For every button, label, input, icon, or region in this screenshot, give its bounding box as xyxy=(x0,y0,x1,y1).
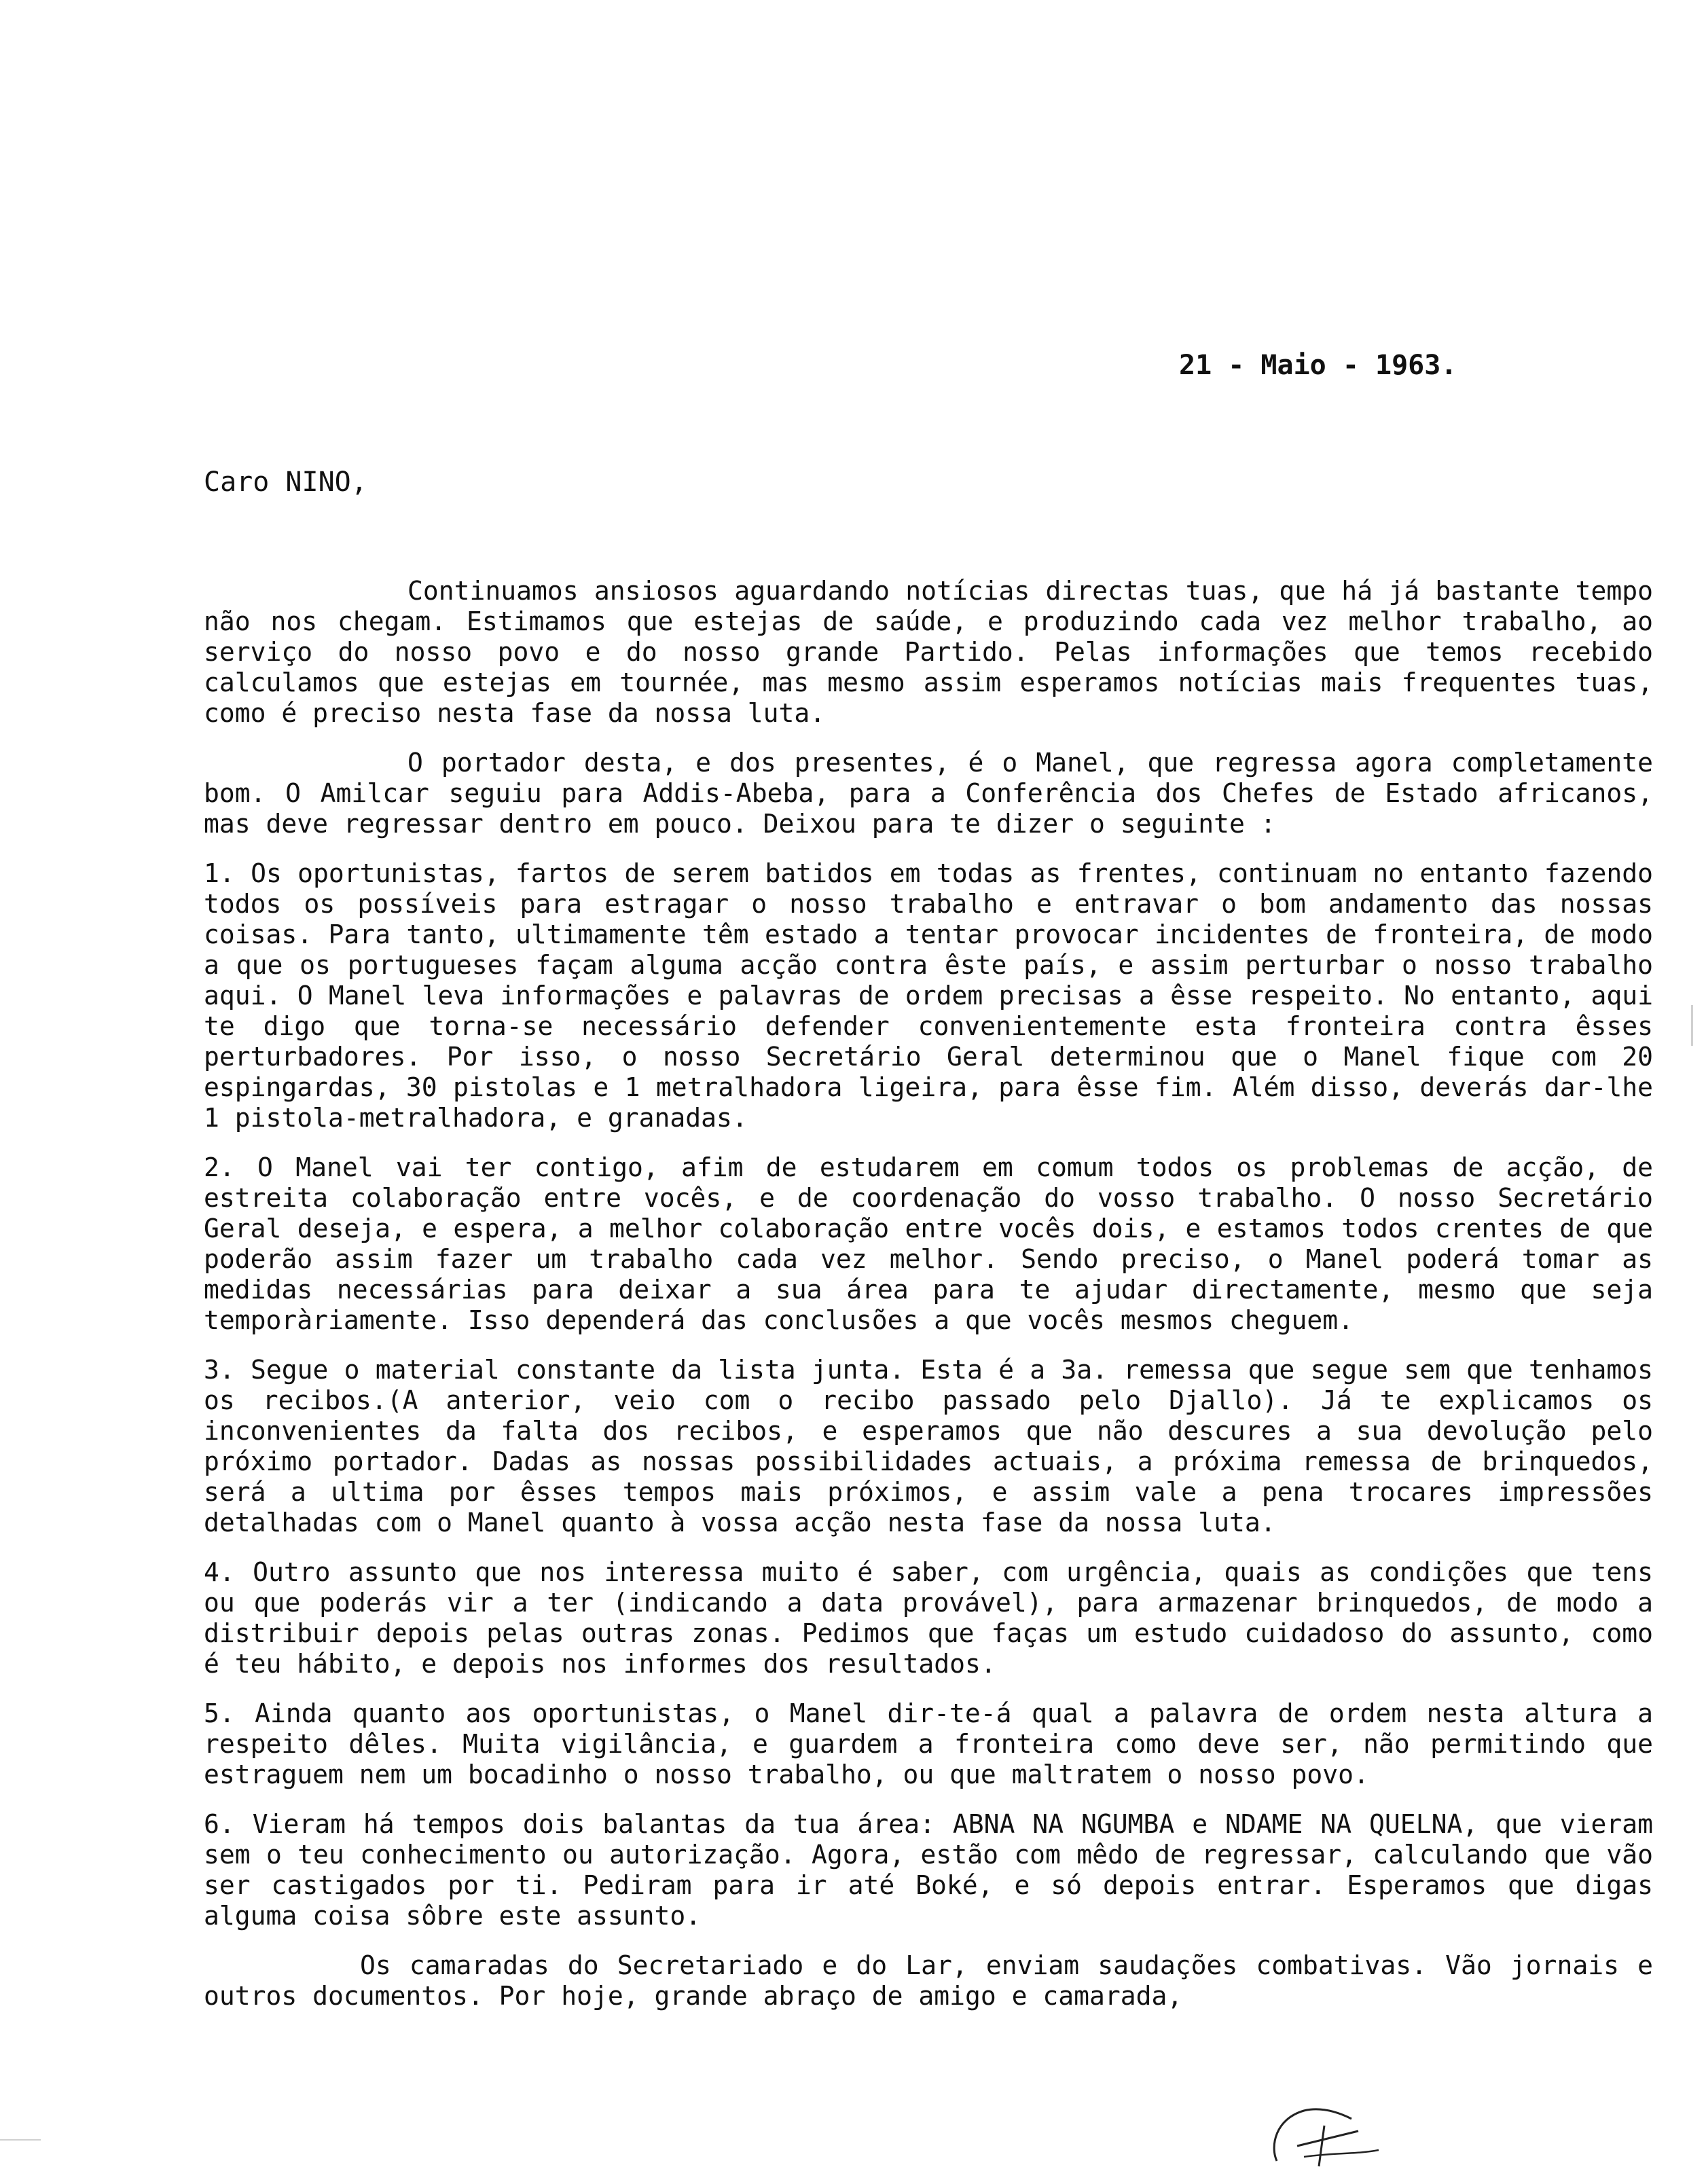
scan-edge-mark xyxy=(1691,1005,1693,1046)
paragraph-portador: O portador desta, e dos presentes, é o Manel, que regressa agora completamente bom. O Amilcar seguiu para Addis-Abeba, para a Conferência dos Chefes de Estado africanos, mas deve regressar dentro em pouco. Deixou para te dizer o seguinte : xyxy=(204,748,1653,839)
paragraph-item-6: 6. Vieram há tempos dois balantas da tua área: ABNA NA NGUMBA e NDAME NA QUELNA, que vieram sem o teu conhecimento ou autorização. Agora, estão com mêdo de regressar, calculando que vão ser castigados por ti. Pediram para ir até Boké, e só depois entrar. Esperamos que digas alguma coisa sôbre este assunto. xyxy=(204,1809,1653,1931)
salutation: Caro NINO, xyxy=(204,467,367,498)
paragraph-item-3: 3. Segue o material constante da lista junta. Esta é a 3a. remessa que segue sem que tenhamos os recibos.(A anterior, veio com o recibo passado pelo Djallo). Já te explicamos os inconvenientes da falta dos recibos, e esperamos que não descures a sua devolução pelo próximo portador. Dadas as nossas possibilidades actuais, a próxima remessa de brinquedos, será a ultima por êsses tempos mais próximos, e assim vale a pena trocares impressões detalhadas com o Manel quanto à vossa acção nesta fase da nossa luta. xyxy=(204,1355,1653,1537)
paragraph-item-5: 5. Ainda quanto aos oportunistas, o Manel dir-te-á qual a palavra de ordem nesta altura a respeito dêles. Muita vigilância, e guardem a fronteira como deve ser, não permitindo que estraguem nem um bocadinho o nosso trabalho, ou que maltratem o nosso povo. xyxy=(204,1698,1653,1789)
handwritten-signature xyxy=(1256,2098,1385,2173)
paragraph-intro: Continuamos ansiosos aguardando notícias directas tuas, que há já bastante tempo não nos chegam. Estimamos que estejas de saúde, e produzindo cada vez melhor trabalho, ao serviço do nosso povo e do nosso grande Partido. Pelas informações que temos recebido calculamos que estejas em tournée, mas mesmo assim esperamos notícias mais frequentes tuas, como é preciso nesta fase da nossa luta. xyxy=(204,576,1653,728)
letter-body xyxy=(204,576,1653,2031)
paragraph-item-2: 2. O Manel vai ter contigo, afim de estudarem em comum todos os problemas de acção, de estreita colaboração entre vocês, e de coordenação do vosso trabalho. O nosso Secretário Geral deseja, e espera, a melhor colaboração entre vocês dois, e estamos todos crentes de que poderão assim fazer um trabalho cada vez melhor. Sendo preciso, o Manel poderá tomar as medidas necessárias para deixar a sua área para te ajudar directamente, mesmo que seja temporàriamente. Isso dependerá das conclusões a que vocês mesmos cheguem. xyxy=(204,1152,1653,1335)
paragraph-item-4: 4. Outro assunto que nos interessa muito é saber, com urgência, quais as condições que tens ou que poderás vir a ter (indicando a data provável), para armazenar brinquedos, de modo a distribuir depois pelas outras zonas. Pedimos que faças um estudo cuidadoso do assunto, como é teu hábito, e depois nos informes dos resultados. xyxy=(204,1557,1653,1679)
paragraph-item-1: 1. Os oportunistas, fartos de serem batidos em todas as frentes, continuam no entanto fazendo todos os possíveis para estragar o nosso trabalho e entravar o bom andamento das nossas coisas. Para tanto, ultimamente têm estado a tentar provocar incidentes de fronteira, de modo a que os portugueses façam alguma acção contra êste país, e assim perturbar o nosso trabalho aqui. O Manel leva informações e palavras de ordem precisas a êsse respeito. No entanto, aqui te digo que torna-se necessário defender convenientemente esta fronteira contra êsses perturbadores. Por isso, o nosso Secretário Geral determinou que o Manel fique com 20 espingardas, 30 pistolas e 1 metralhadora ligeira, para êsse fim. Além disso, deverás dar-lhe 1 pistola-metralhadora, e granadas. xyxy=(204,858,1653,1133)
letter-date: 21 - Maio - 1963. xyxy=(1179,350,1457,381)
scan-edge-mark xyxy=(0,2139,41,2141)
paragraph-closing: Os camaradas do Secretariado e do Lar, enviam saudações combativas. Vão jornais e outros documentos. Por hoje, grande abraço de amigo e camarada, xyxy=(204,1950,1653,2011)
